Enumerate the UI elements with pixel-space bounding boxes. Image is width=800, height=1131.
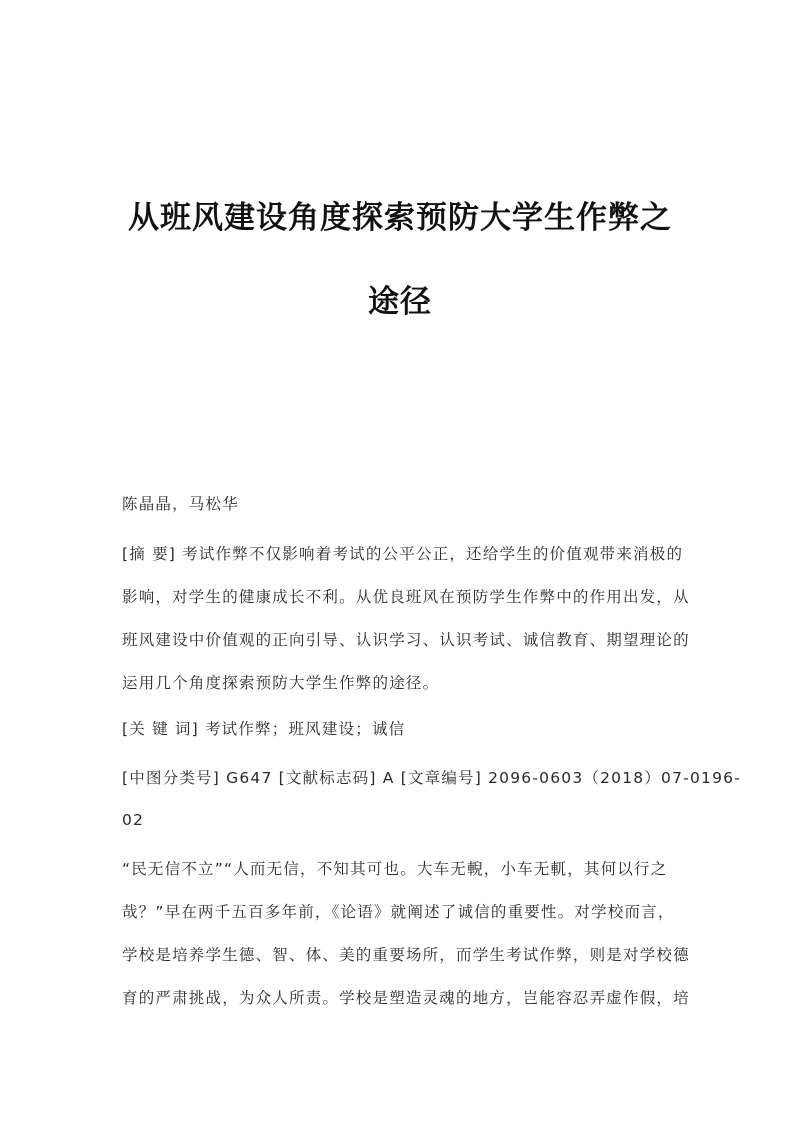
paper-title-line-2: 途径 [368,284,432,320]
abstract-line-3: 班风建设中价值观的正向引导、认识学习、认识考试、诚信教育、期望理论的 [122,631,690,649]
classification-line-2: 02 [122,811,145,829]
classification-line-1: [中图分类号] G647 [文献标志码] A [文章编号] 2096-0603（2018）07-0196- [122,769,742,787]
keywords: [关 键 词] 考试作弊；班风建设；诚信 [122,720,406,738]
abstract-line-4: 运用几个角度探索预防大学生作弊的途径。 [122,674,440,692]
body-line-2: 哉？”早在两千五百多年前，《论语》就阐述了诚信的重要性。对学校而言， [122,903,675,921]
authors: 陈晶晶，马松华 [122,495,239,513]
body-line-1: “民无信不立”“人而无信，不知其可也。大车无輗，小车无軏，其何以行之 [122,860,668,878]
body-line-3: 学校是培养学生德、智、体、美的重要场所，而学生考试作弊，则是对学校德 [122,946,690,964]
abstract-line-2: 影响，对学生的健康成长不利。从优良班风在预防学生作弊中的作用出发，从 [122,588,690,606]
paper-title-line-1: 从班风建设角度探索预防大学生作弊之 [128,200,672,236]
abstract-line-1: [摘 要] 考试作弊不仅影响着考试的公平公正，还给学生的价值观带来消极的 [122,545,684,563]
body-line-4: 育的严肃挑战，为众人所责。学校是塑造灵魂的地方，岂能容忍弄虚作假，培 [122,989,690,1007]
